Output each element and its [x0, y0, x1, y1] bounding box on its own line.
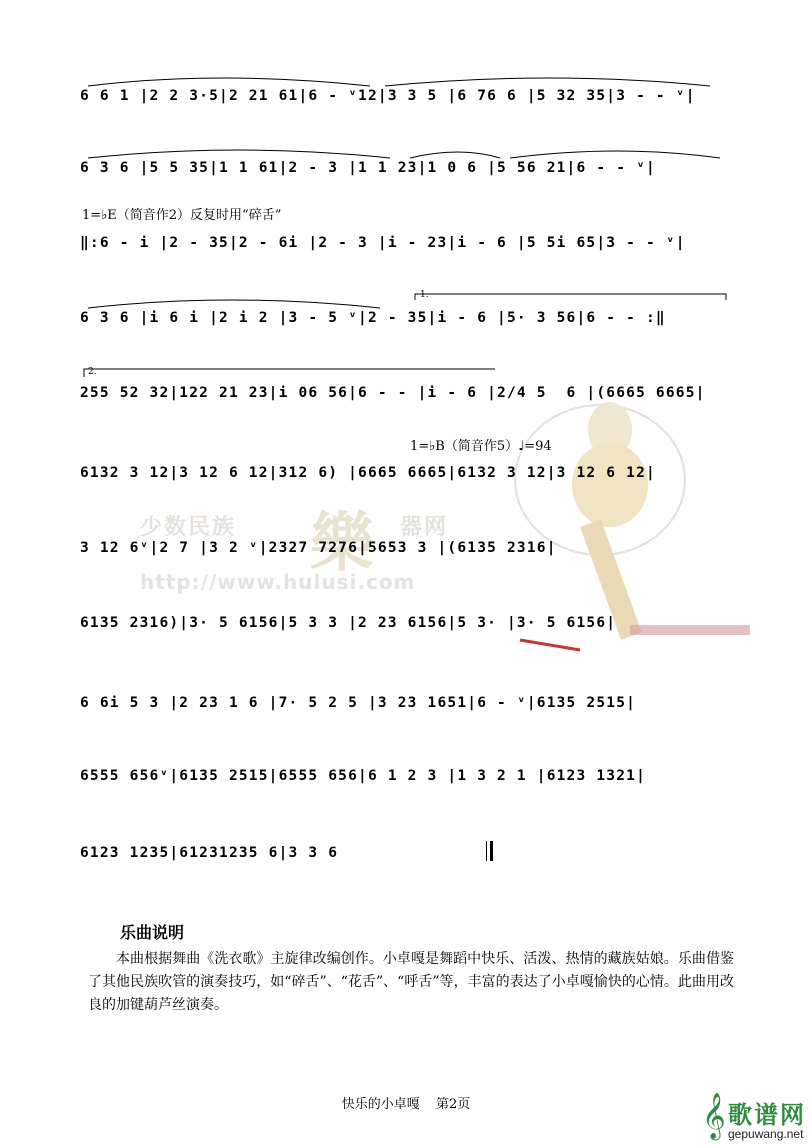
volta-1-label: 1.: [420, 290, 429, 300]
key-signature-2: 1=♭B（简音作5）♩=94: [410, 439, 552, 454]
score-line-1: [80, 68, 730, 128]
watermark-url: http://www.hulusi.com: [140, 570, 416, 594]
key-signature-1: 1=♭E（简音作2）反复时用“碎舌”: [82, 208, 282, 223]
watermark-text-right: 器网: [400, 514, 449, 540]
score-line-2: [80, 140, 730, 200]
score-notes: ‖:6 - i |2 - 35|2 - 6i |2 - 3 |i - 23|i - 6 |5 5i 65|3 - - ᵛ|: [80, 235, 686, 251]
watermark-character: 樂: [310, 506, 374, 581]
score-notes: 6132 3 12|3 12 6 12|312 6) |6665 6665|6132 3 12|3 12 6 12|: [80, 465, 656, 481]
score-notes: 6 3 6 |5 5 35|1 1 61|2 - 3 |1 1 23|1 0 6 |5 56 21|6 - - ᵛ|: [80, 160, 656, 176]
score-notes: 3 12 6ᵛ|2 7 |3 2 ᵛ|2327 7276|5653 3 |(6135 2316|: [80, 540, 557, 556]
score-line-10: [80, 748, 730, 808]
logo-text: 歌谱网: [728, 1100, 806, 1129]
score-notes: 6135 2316)|3· 5 6156|5 3 3 |2 23 6156|5 3· |3· 5 6156|: [80, 615, 617, 631]
score-line-11: [80, 825, 730, 885]
score-notes: 6123 1235|61231235 6|3 3 6: [80, 845, 349, 861]
section-title: 乐曲说明: [120, 923, 185, 942]
score-notes: 6555 656ᵛ|6135 2515|6555 656|6 1 2 3 |1 3 2 1 |6123 1321|: [80, 768, 646, 784]
final-barline: [486, 841, 493, 861]
score-notes: 6 3 6 |i 6 i |2 i 2 |3 - 5 ᵛ|2 - 35|i - 6 |5· 3 56|6 - - :‖: [80, 310, 666, 326]
page-footer: [0, 1093, 812, 1112]
footer-title: 快乐的小卓嘎: [341, 1097, 420, 1112]
logo-url: gepuwang.net: [728, 1127, 804, 1141]
score-notes: 6 6 1 |2 2 3·5|2 21 61|6 - ᵛ12|3 3 5 |6 76 6 |5 32 35|3 - - ᵛ|: [80, 88, 696, 104]
score-line-9: [80, 675, 730, 735]
description-text: 本曲根据舞曲《洗衣歌》主旋律改编创作。小卓嘎是舞蹈中快乐、活泼、热情的藏族姑娘。乐曲借鉴了其他民族吹管的演奏技巧，如“碎舌”、“花舌”、“呼舌”等，丰富的表达了小卓嘎愉快的心情。此曲用改良的加键葫芦丝演奏。: [88, 951, 734, 1013]
score-line-7: [80, 520, 730, 580]
treble-clef-icon: 𝄞: [702, 1093, 726, 1139]
score-line-3: [80, 215, 730, 275]
score-notes: 6 6i 5 3 |2 23 1 6 |7· 5 2 5 |3 23 1651|6 - ᵛ|6135 2515|: [80, 695, 637, 711]
site-logo: [700, 1095, 810, 1145]
score-line-6: [80, 445, 730, 505]
score-line-5: [80, 365, 730, 425]
score-line-4: [80, 290, 730, 350]
volta-2-label: 2.: [88, 367, 97, 377]
page-number: 第2页: [435, 1097, 471, 1112]
score-notes: 255 52 32|122 21 23|i 06 56|6 - - |i - 6 |2/4 5 6 |(6665 6665|: [80, 385, 706, 401]
watermark-text-left: 少数民族: [140, 514, 237, 540]
score-line-8: [80, 595, 730, 655]
